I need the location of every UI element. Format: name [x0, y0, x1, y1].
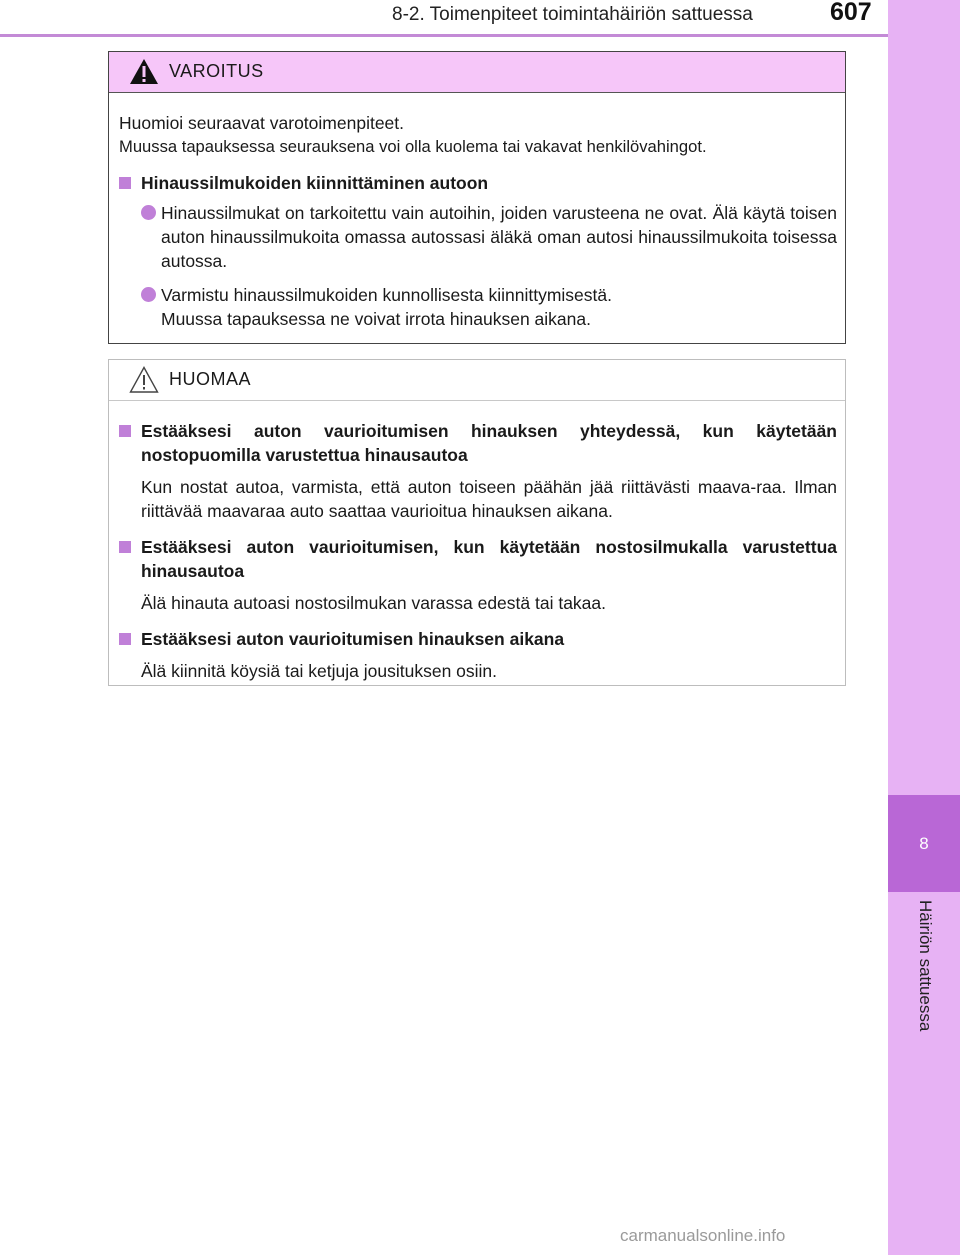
notice-box-header	[109, 360, 845, 401]
notice-paragraph: Älä hinauta autoasi nostosilmukan varassa edestä tai takaa.	[141, 593, 607, 613]
warning-box-body	[109, 93, 845, 331]
notice-heading-text: Estääksesi auton vaurioitumisen, kun käytetään nostosilmukalla varustettua hinausautoa	[141, 537, 837, 581]
bullet-text: Hinaussilmukat on tarkoitettu vain autoihin, joiden varusteena ne ovat. Älä käytä toisen auton hinaussilmukoita omassa autossasi äläkä oman autosi hinaussilmukoita toisessa autossa.	[161, 203, 837, 271]
square-bullet-icon	[119, 177, 131, 189]
notice-label: HUOMAA	[169, 369, 252, 389]
warning-triangle-icon	[129, 58, 159, 85]
running-header: 8-2. Toimenpiteet toimintahäiriön sattuessa	[392, 4, 753, 25]
warning-label: VAROITUS	[169, 61, 264, 81]
notice-paragraph: Kun nostat autoa, varmista, että auton toiseen päähän jää riittävästi maava-raa. Ilman riittävää maavaraa auto saattaa vaurioitua hinauksen aikana.	[141, 477, 837, 521]
warning-box-header	[109, 52, 845, 93]
square-bullet-icon	[119, 541, 131, 553]
notice-heading-text: Estääksesi auton vaurioitumisen hinauksen aikana	[141, 629, 565, 649]
round-bullet-icon	[141, 205, 156, 220]
square-bullet-icon	[119, 425, 131, 437]
watermark: carmanualsonline.info	[620, 1226, 786, 1245]
notice-section-heading	[119, 627, 837, 651]
notice-paragraph: Älä kiinnitä köysiä tai ketjuja jousituksen osiin.	[141, 661, 498, 681]
warning-section-heading	[119, 171, 837, 195]
square-bullet-icon	[119, 633, 131, 645]
notice-triangle-icon	[129, 366, 159, 393]
notice-box	[108, 359, 846, 686]
notice-section-heading	[119, 535, 837, 583]
list-item	[119, 201, 837, 273]
header-divider	[0, 34, 888, 37]
warning-heading-text: Hinaussilmukoiden kiinnittäminen autoon	[141, 173, 489, 193]
bullet-text-line1: Varmistu hinaussilmukoiden kunnollisesta kiinnittymisestä.	[161, 285, 612, 305]
warning-box	[108, 51, 846, 344]
warning-intro-line1: Huomioi seuraavat varotoimenpiteet.	[119, 113, 405, 133]
round-bullet-icon	[141, 287, 156, 302]
chapter-label: Häiriön sattuessa	[916, 900, 935, 1032]
notice-section-heading	[119, 419, 837, 467]
chapter-side-tab	[888, 0, 960, 1255]
bullet-text-line2: Muussa tapauksessa ne voivat irrota hinauksen aikana.	[161, 309, 591, 329]
warning-intro-line2: Muussa tapauksessa seurauksena voi olla kuolema tai vakavat henkilövahingot.	[119, 137, 707, 156]
notice-box-body	[109, 401, 845, 683]
list-item	[119, 283, 837, 331]
notice-heading-text: Estääksesi auton vaurioitumisen hinauksen yhteydessä, kun käytetään nostopuomilla varustettua hinausautoa	[141, 421, 837, 465]
page-number: 607	[830, 0, 872, 26]
chapter-number-tab[interactable]: 8	[888, 795, 960, 892]
